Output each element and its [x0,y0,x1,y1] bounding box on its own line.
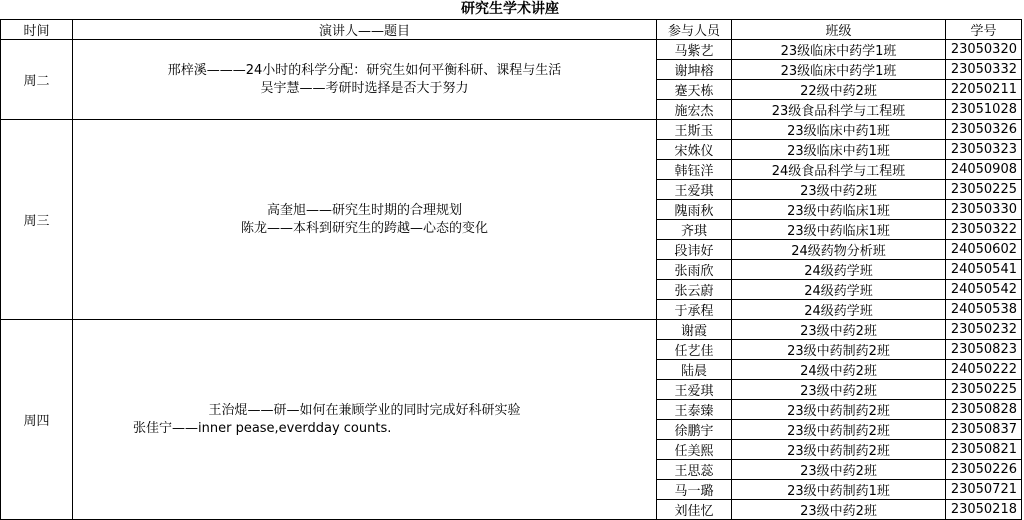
student-id-cell[interactable]: 23050326 [946,120,1022,140]
student-id-cell[interactable]: 23050218 [946,500,1022,520]
participant-name-cell[interactable]: 王爱琪 [657,380,732,400]
participant-name-cell[interactable]: 谢坤榕 [657,60,732,80]
participant-name-cell[interactable]: 隗雨秋 [657,200,732,220]
student-id-cell[interactable]: 23050322 [946,220,1022,240]
participant-name-cell[interactable]: 马紫艺 [657,40,732,60]
table-body [1,40,1022,520]
day-cell[interactable]: 周二 [1,40,73,120]
class-cell[interactable]: 24级药物分析班 [732,240,946,260]
participant-name-cell[interactable]: 宋姝仪 [657,140,732,160]
day-cell[interactable]: 周四 [1,320,73,520]
class-cell[interactable]: 23级中药临床1班 [732,200,946,220]
class-cell[interactable]: 23级中药2班 [732,380,946,400]
class-cell[interactable]: 24级药学班 [732,280,946,300]
participant-name-cell[interactable]: 王爱琪 [657,180,732,200]
student-id-cell[interactable]: 23050828 [946,400,1022,420]
talk-line: 吴宇慧——考研时选择是否大于努力 [260,80,469,96]
class-cell[interactable]: 23级中药2班 [732,500,946,520]
participant-name-cell[interactable]: 段讳好 [657,240,732,260]
class-cell[interactable]: 23级中药2班 [732,180,946,200]
participant-name-cell[interactable]: 王斯玉 [657,120,732,140]
talk-line: 陈龙——本科到研究生的跨越—心态的变化 [240,220,488,236]
talk-cell[interactable] [73,40,657,120]
participant-name-cell[interactable]: 谢霞 [657,320,732,340]
student-id-cell[interactable]: 24050538 [946,300,1022,320]
class-cell[interactable]: 23级中药制药2班 [732,400,946,420]
header-class[interactable]: 班级 [732,20,946,40]
participant-name-cell[interactable]: 徐鹏宇 [657,420,732,440]
student-id-cell[interactable]: 24050908 [946,160,1022,180]
participant-name-cell[interactable]: 张云蔚 [657,280,732,300]
student-id-cell[interactable]: 23050332 [946,60,1022,80]
class-cell[interactable]: 23级食品科学与工程班 [732,100,946,120]
student-id-cell[interactable]: 23050232 [946,320,1022,340]
class-cell[interactable]: 23级临床中药学1班 [732,60,946,80]
class-cell[interactable]: 24级药学班 [732,260,946,280]
talk-line: 邢梓溪———24小时的科学分配：研究生如何平衡科研、课程与生活 [167,62,562,78]
class-cell[interactable]: 23级中药制药2班 [732,440,946,460]
class-cell[interactable]: 23级中药制药2班 [732,340,946,360]
header-speaker-topic[interactable]: 演讲人——题目 [73,20,657,40]
student-id-cell[interactable]: 23051028 [946,100,1022,120]
table-row [1,120,1022,140]
talk-line: 张佳宁——inner pease,everdday counts. [133,420,392,436]
participant-name-cell[interactable]: 王思蕊 [657,460,732,480]
participant-name-cell[interactable]: 张雨欣 [657,260,732,280]
student-id-cell[interactable]: 23050320 [946,40,1022,60]
student-id-cell[interactable]: 24050602 [946,240,1022,260]
student-id-cell[interactable]: 23050821 [946,440,1022,460]
participant-name-cell[interactable]: 陆晨 [657,360,732,380]
participant-name-cell[interactable]: 韩钰洋 [657,160,732,180]
participant-name-cell[interactable]: 王泰臻 [657,400,732,420]
class-cell[interactable]: 23级临床中药学1班 [732,40,946,60]
talk-line: 高奎旭——研究生时期的合理规划 [266,202,462,218]
lecture-table [0,19,1022,520]
student-id-cell[interactable]: 23050225 [946,380,1022,400]
student-id-cell[interactable]: 23050823 [946,340,1022,360]
participant-name-cell[interactable]: 于承程 [657,300,732,320]
class-cell[interactable]: 23级中药2班 [732,460,946,480]
student-id-cell[interactable]: 24050542 [946,280,1022,300]
student-id-cell[interactable]: 24050222 [946,360,1022,380]
class-cell[interactable]: 22级中药2班 [732,80,946,100]
class-cell[interactable]: 23级临床中药1班 [732,120,946,140]
header-participant[interactable]: 参与人员 [657,20,732,40]
student-id-cell[interactable]: 23050225 [946,180,1022,200]
class-cell[interactable]: 24级药学班 [732,300,946,320]
student-id-cell[interactable]: 23050721 [946,480,1022,500]
class-cell[interactable]: 23级中药制药2班 [732,420,946,440]
class-cell[interactable]: 24级食品科学与工程班 [732,160,946,180]
student-id-cell[interactable]: 22050211 [946,80,1022,100]
participant-name-cell[interactable]: 马一璐 [657,480,732,500]
talk-line: 王治焜——研—如何在兼顾学业的同时完成好科研实验 [208,402,521,418]
participant-name-cell[interactable]: 齐琪 [657,220,732,240]
student-id-cell[interactable]: 23050226 [946,460,1022,480]
table-row [1,40,1022,60]
class-cell[interactable]: 23级中药临床1班 [732,220,946,240]
class-cell[interactable]: 23级临床中药1班 [732,140,946,160]
student-id-cell[interactable]: 23050837 [946,420,1022,440]
participant-name-cell[interactable]: 任美熙 [657,440,732,460]
student-id-cell[interactable]: 24050541 [946,260,1022,280]
table-row [1,320,1022,340]
student-id-cell[interactable]: 23050330 [946,200,1022,220]
participant-name-cell[interactable]: 刘佳忆 [657,500,732,520]
talk-cell[interactable] [73,120,657,320]
header-student-id[interactable]: 学号 [946,20,1022,40]
sheet-title: 研究生学术讲座 [461,1,559,17]
student-id-cell[interactable]: 23050323 [946,140,1022,160]
header-time[interactable]: 时间 [1,20,73,40]
participant-name-cell[interactable]: 蹇天栋 [657,80,732,100]
participant-name-cell[interactable]: 任艺佳 [657,340,732,360]
class-cell[interactable]: 24级中药2班 [732,360,946,380]
day-cell[interactable]: 周三 [1,120,73,320]
header-row [1,20,1022,40]
class-cell[interactable]: 23级中药2班 [732,320,946,340]
participant-name-cell[interactable]: 施宏杰 [657,100,732,120]
class-cell[interactable]: 23级中药制药1班 [732,480,946,500]
